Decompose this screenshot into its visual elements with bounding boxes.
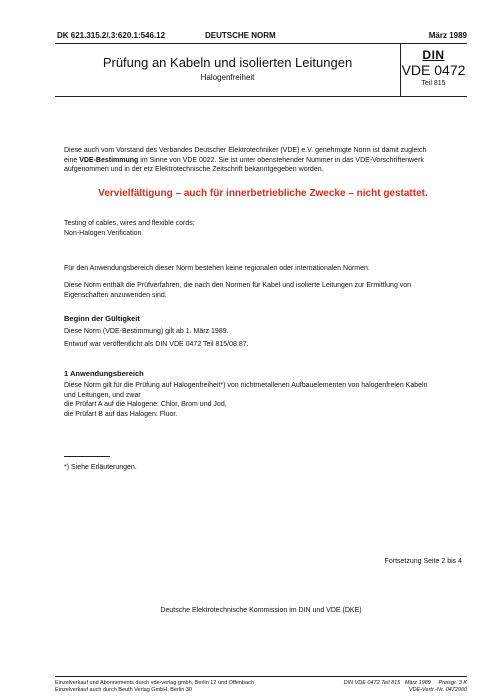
part-number: Teil 815 (421, 80, 446, 87)
document-classification-number: DK 621.315.2/.3:620.1:546.12 (57, 31, 166, 40)
validity-heading: Beginn der Gültigkeit (64, 314, 140, 323)
validity-text: Diese Norm (VDE-Bestimmung) gilt ab 1. März 1989. Entwurf war veröffentlicht als DIN VDE 0472 Teil 815/08.87. (64, 328, 249, 348)
section-1-text: Diese Norm gilt für die Prüfung auf Halogenfreiheit*) von nichtmetallenen Aufbauelementen von halogenfreien Kabeln und Leitungen, und zwar die Prüfart A auf die Halogene: Chlor, Brom und Jod, die Prüfart B auf das Halogen: Fluor. (64, 382, 428, 418)
footer-rule (55, 676, 467, 677)
intro-line: aufgenommen und in der etz Elektrotechnische Zeitschrift bekanntgegeben worden. (64, 166, 324, 173)
footer-sales-info: Einzelverkauf und Abonnements durch vde-verlag gmbh, Berlin 12 und Offenbach Einzelverkauf auch durch Beuth Verlag GmbH, Berlin 30 (55, 680, 254, 693)
intro-paragraph (64, 146, 462, 175)
document-title: Prüfung an Kabeln und isolierten Leitungen (102, 55, 353, 70)
footnote: *) Siehe Erläuterungen. (64, 464, 137, 471)
vde-bestimmung-term: VDE-Bestimmung (79, 156, 139, 164)
issue-date: März 1989 (428, 31, 467, 40)
header-rule (55, 43, 467, 44)
footnote-rule (64, 456, 110, 457)
continuation-note: Fortsetzung Seite 2 bis 4 (384, 558, 462, 565)
vde-number: VDE 0472 (401, 62, 466, 78)
reproduction-notice: Vervielfältigung – auch für innerbetriebliche Zwecke – nicht gestattet. (98, 188, 428, 199)
scope-note: Für den Anwendungsbereich dieser Norm bestehen keine regionalen oder internationalen Normen. (64, 265, 370, 272)
intro-line: eine VDE-Bestimmung im Sinne von VDE 0022. Sie ist unter obenstehender Nummer in das VDE-Vorschriftenwerk (64, 156, 424, 164)
document-subtitle: Halogenfreiheit (200, 73, 255, 82)
intro-line: Diese auch vom Vorstand des Verbandes Deutscher Elektrotechniker (VDE) e.V. genehmigte Norm ist damit zugleich (64, 147, 427, 154)
section-1-heading: 1 Anwendungsbereich (64, 369, 144, 378)
titlebox-bottom-rule (55, 96, 467, 97)
english-title: Testing of cables, wires and flexible cords; Non-Halogen Verification (64, 220, 195, 237)
methods-note: Diese Norm enthält die Prüfverfahren, die nach den Normen für Kabel und isolierte Leitungen zur Ermittlung von Eigenschaften anzuwenden sind. (64, 282, 412, 299)
norm-label: DEUTSCHE NORM (205, 31, 276, 40)
footer-document-reference: DIN VDE 0472 Teil 815 März 1989 Preisgr. 3 K VDE-Vertr.-Nr. 0472000 (343, 680, 467, 693)
commission-name: Deutsche Elektrotechnische Kommission im DIN und VDE (DKE) (160, 607, 362, 614)
din-label: DIN (422, 48, 445, 62)
